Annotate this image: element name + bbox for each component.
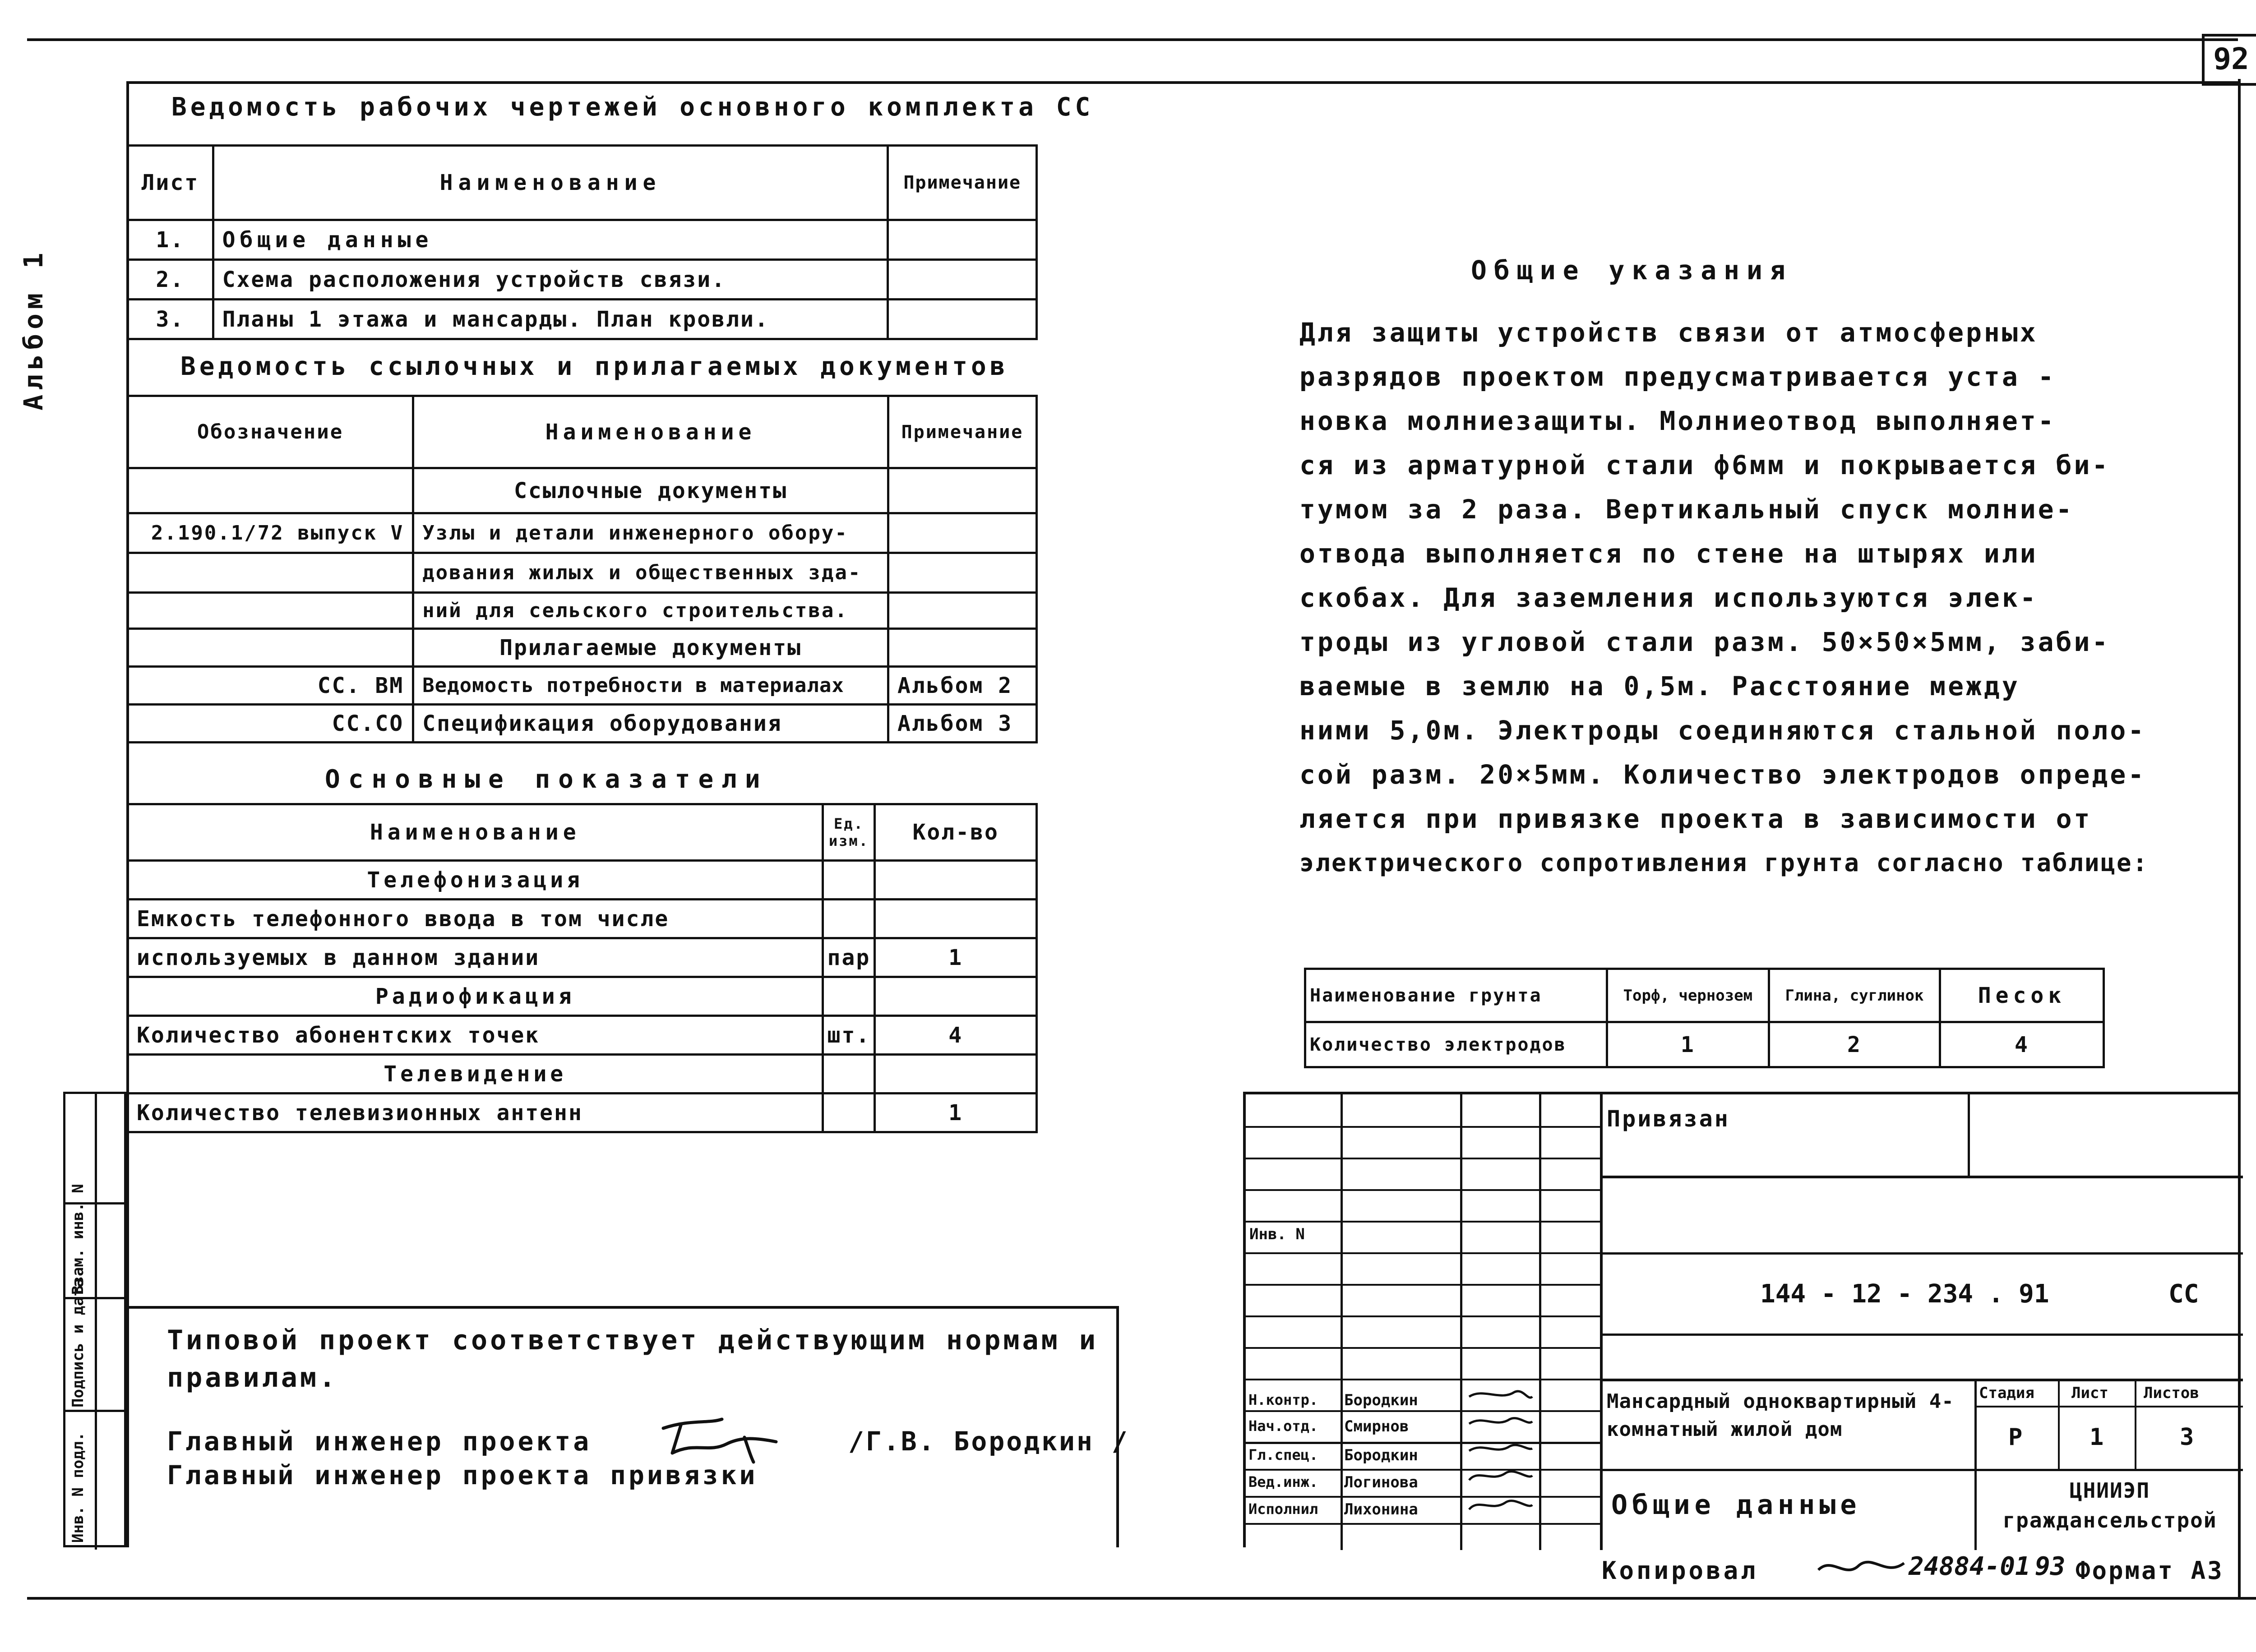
indicators-table: Наименование Ед. изм. Кол-во Телефонизация Емкость телефонного ввода в том числе используемых в данном здании пар 1 Радиофикация Количество абонентских точек шт. 4 Телевидение Количество телевизионных антенн 1	[126, 803, 1038, 1133]
signer-role: Гл.спец.	[1248, 1446, 1318, 1463]
ref-docs-table: Обозначение Наименование Примечание Ссылочные документы 2.190.1/72 выпуск V Узлы и детали инженерного обору- дования жилых и общественных зда- ний для сельского строительства. Прилагаемые документы СС. ВМ Ведомость потребности в материалах Альбом 2 СС.СО Спецификация оборудования Альбом 3	[126, 395, 1038, 743]
bound-label: Привязан	[1607, 1106, 1730, 1132]
album-label: Альбом 1	[18, 248, 49, 411]
stage-value: Р	[2008, 1424, 2023, 1451]
signer-role: Вед.инж.	[1248, 1473, 1318, 1490]
table-row: используемых в данном здании пар 1	[128, 938, 1037, 977]
note-line: троды из угловой стали разм. 50×50×5мм, заби-	[1299, 627, 2110, 657]
sheet-header: Лист	[2071, 1384, 2108, 1402]
signatures	[1465, 1383, 1537, 1546]
soil-table: Наименование грунта Торф, чернозем Глина, суглинок Песок Количество электродов 1 2 4	[1304, 968, 2105, 1068]
project-title: Мансардный одноквартирный 4-комнатный жилой дом	[1607, 1390, 1954, 1441]
table-row: 2. Схема расположения устройств связи.	[128, 260, 1037, 300]
stage-header: Стадия	[1979, 1384, 2034, 1402]
col-header-sheet: Лист	[128, 146, 213, 220]
signer-role: Исполнил	[1248, 1500, 1318, 1518]
note-line: ляется при привязке проекта в зависимости от	[1299, 803, 2092, 834]
note-line: тумом за 2 раза. Вертикальный спуск молние-	[1299, 494, 2074, 525]
signer-role: Н.контр.	[1248, 1391, 1318, 1408]
paper-format: Формат А3	[2076, 1556, 2224, 1585]
signer-role: Нач.отд.	[1248, 1417, 1318, 1435]
title-block	[1243, 1092, 2240, 1547]
inv-label: Инв. N	[1249, 1225, 1305, 1243]
attached-section-label: Прилагаемые документы	[413, 629, 888, 667]
table-row: Радиофикация	[128, 977, 1037, 1016]
signer-name: Лихонина	[1344, 1500, 1418, 1518]
table-row: Количество электродов 1 2 4	[1305, 1022, 2104, 1067]
note-line: ся из арматурной стали ф6мм и покрывается би-	[1299, 450, 2110, 480]
frame-bottom-line	[27, 1597, 2256, 1600]
sheets-list-table	[126, 144, 1038, 340]
sheets-value: 3	[2180, 1424, 2194, 1451]
inventory-number: 24884-01	[1909, 1552, 2030, 1581]
copied-label: Копировал	[1602, 1556, 1758, 1585]
general-notes-title: Общие указания	[1471, 255, 1793, 286]
signer-name: Бородкин	[1344, 1391, 1418, 1409]
general-notes-body	[1299, 310, 2193, 885]
signer-name: Смирнов	[1344, 1417, 1409, 1435]
signer-name: Логинова	[1344, 1473, 1418, 1491]
sheet-value: 1	[2090, 1424, 2104, 1451]
ref-section-label: Ссылочные документы	[413, 468, 888, 513]
signer-name: Бородкин	[1344, 1446, 1418, 1464]
table-row: СС.СО Спецификация оборудования Альбом 3	[128, 705, 1037, 743]
footer	[1602, 1552, 2233, 1592]
note-line: скобах. Для заземления используются элек-	[1299, 582, 2038, 613]
note-line: Для защиты устройств связи от атмосферных	[1299, 317, 2038, 348]
chief-binding-label: Главный инженер проекта привязки	[167, 1460, 758, 1490]
table-row: Телевидение	[128, 1055, 1037, 1094]
note-line: ними 5,0м. Электроды соединяются стальной поло-	[1299, 715, 2146, 746]
table-row: Количество телевизионных антенн 1	[128, 1094, 1037, 1132]
note-line: отвода выполняется по стене на штырях или	[1299, 538, 2038, 569]
document-mark: СС	[2168, 1279, 2199, 1309]
side-stamp	[63, 1092, 126, 1547]
copied-signature	[1814, 1552, 1909, 1588]
side-stamp-inv-original: Инв. N подл.	[69, 1432, 87, 1543]
side-stamp-replacement: Взам. инв. N	[69, 1184, 87, 1295]
organization: ЦНИИЭП граждансельстрой	[2002, 1478, 2217, 1532]
sheet-title: Общие данные	[1611, 1489, 1861, 1521]
chief-engineer-label: Главный инженер проекта	[167, 1426, 592, 1457]
table-row: 1. Общие данные	[128, 220, 1037, 260]
sheets-list-title: Ведомость рабочих чертежей основного комплекта СС	[171, 92, 1094, 122]
note-line: сой разм. 20×5мм. Количество электродов опреде-	[1299, 759, 2146, 790]
table-row: СС. ВМ Ведомость потребности в материалах Альбом 2	[128, 667, 1037, 705]
ref-docs-title: Ведомость ссылочных и прилагаемых документов	[180, 352, 1009, 381]
col-header-note: Примечание	[888, 146, 1037, 220]
note-line: ваемые в землю на 0,5м. Расстояние между	[1299, 671, 2020, 701]
compliance-box	[126, 1306, 1129, 1547]
note-line: электрического сопротивления грунта согласно таблице:	[1299, 849, 2149, 877]
compliance-line-1: Типовой проект соответствует действующим нормам и	[167, 1324, 1099, 1356]
col-header-name: Наименование	[213, 146, 888, 220]
note-line: разрядов проектом предусматривается уста -	[1299, 361, 2056, 392]
table-row: Количество абонентских точек шт. 4	[128, 1016, 1037, 1055]
copy-number: 93	[2035, 1552, 2066, 1581]
side-stamp-signature-date: Подпись и дата	[69, 1278, 87, 1407]
table-row: Телефонизация	[128, 861, 1037, 900]
indicators-title: Основные показатели	[325, 765, 768, 794]
table-row: Емкость телефонного ввода в том числе	[128, 900, 1037, 938]
frame-top-line	[27, 38, 2238, 41]
ref-code: 2.190.1/72 выпуск V	[128, 513, 413, 553]
document-code: 144 - 12 - 234 . 91	[1760, 1279, 2049, 1309]
chief-engineer-name: /Г.В. Бородкин /	[848, 1426, 1129, 1457]
page-number-box	[2202, 34, 2256, 86]
chief-engineer-signature	[654, 1410, 790, 1464]
note-line: новка молниезащиты. Молниеотвод выполняет-	[1299, 406, 2056, 436]
sheets-header: Листов	[2144, 1384, 2199, 1402]
page-number: 92	[2213, 42, 2249, 76]
compliance-line-2: правилам.	[167, 1362, 338, 1394]
table-row: 3. Планы 1 этажа и мансарды. План кровли.	[128, 300, 1037, 339]
